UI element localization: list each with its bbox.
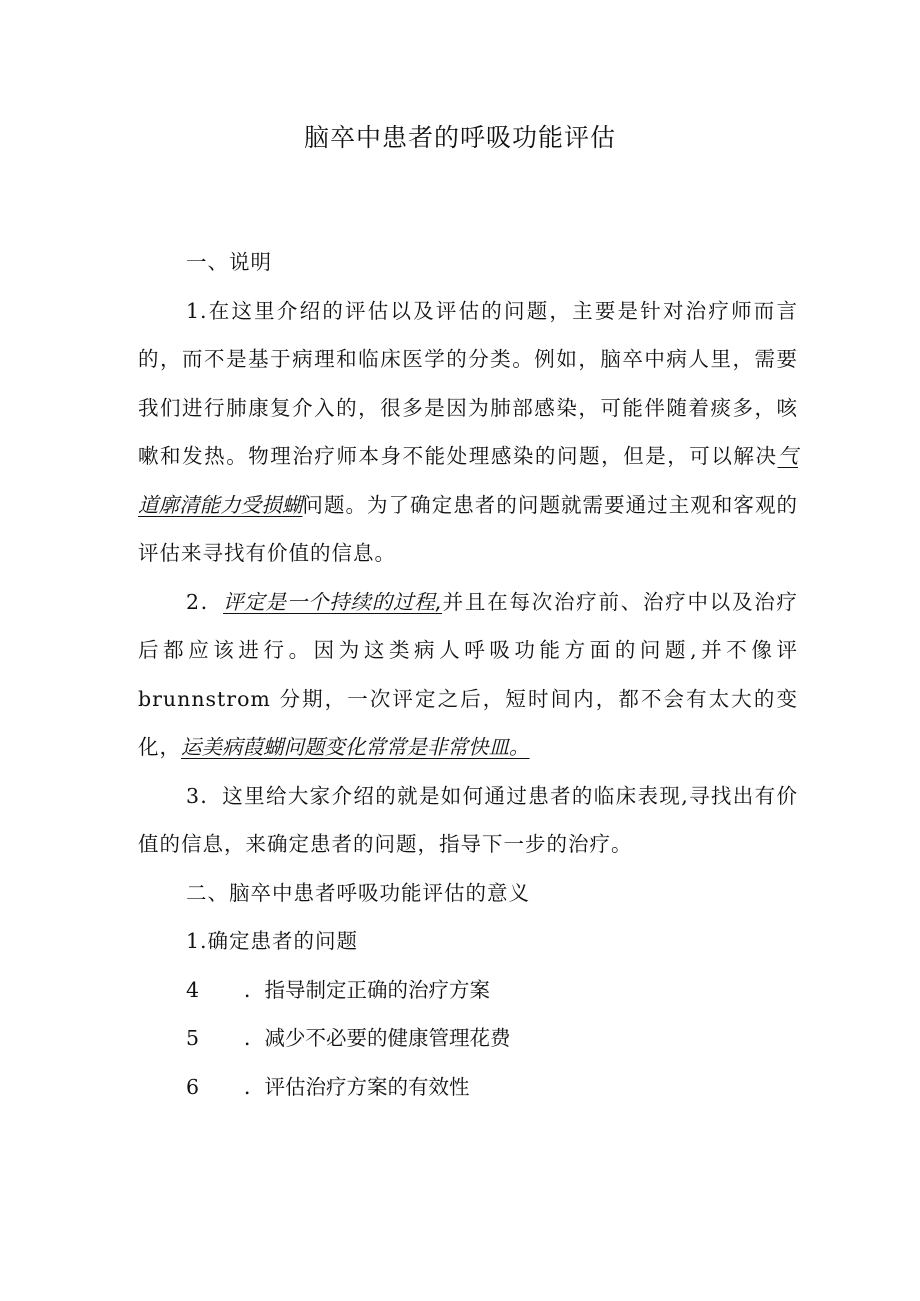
list-item — [138, 1014, 798, 1063]
paragraph-2 — [138, 578, 798, 772]
paragraph-3: 3．这里给大家介绍的就是如何通过患者的临床表现,寻找出有价值的信息，来确定患者的问题，指导下一步的治疗。 — [138, 783, 798, 856]
list-item-number: 5 — [186, 1026, 200, 1050]
paragraph-2-prefix: 2． — [186, 589, 224, 614]
document-title: 脑卒中患者的呼吸功能评估 — [303, 123, 616, 152]
paragraph-1-emphasis: 气道廓清能力受损蝴 — [138, 444, 798, 517]
section-heading-significance: 二、脑卒中患者呼吸功能评估的意义 — [186, 880, 530, 905]
paragraph-2-emphasis-b: 运美病葭蝴问题变化常常是非常快皿。 — [181, 735, 530, 759]
list-item-text: ．评估治疗方案的有效性 — [244, 1074, 470, 1099]
list-item-1: 1.确定患者的问题 — [186, 929, 359, 953]
paragraph-1 — [138, 287, 798, 578]
list-item-text: ．指导制定正确的治疗方案 — [244, 977, 490, 1002]
paragraph-1-text-a: 1.在这里介绍的评估以及评估的问题，主要是针对治疗师而言的，而不是基于病理和临床医学的分类。例如，脑卒中病人里，需要我们进行肺康复介入的，很多是因为肺部感染，可能伴随着痰多，咳嗽和发热。物理治疗师本身不能处理感染的问题，但是，可以解决 — [138, 298, 798, 468]
paragraph-2-emphasis-a: 评定是一个持续的过程, — [223, 589, 443, 614]
paragraph-2-text-a: 并且在每次治疗前、治疗中以及治疗后都应该进行。因为这类病人呼吸功能方面的问题,并不像评 brunnstrom 分期，一次评定之后，短时间内，都不会有太大的变化， — [138, 589, 799, 759]
list-item — [138, 966, 798, 1015]
section-heading-explanation: 一、说明 — [186, 250, 272, 274]
document-body — [138, 238, 798, 1111]
list-item-text: ．减少不必要的健康管理花费 — [244, 1026, 511, 1050]
list-item-number: 4 — [186, 977, 200, 1002]
list-item-number: 6 — [186, 1074, 200, 1099]
list-item — [138, 1063, 798, 1112]
paragraph-1-text-b: 问题。为了确定患者的问题就需要通过主观和客观的评估来寻找有价值的信息。 — [138, 492, 799, 565]
